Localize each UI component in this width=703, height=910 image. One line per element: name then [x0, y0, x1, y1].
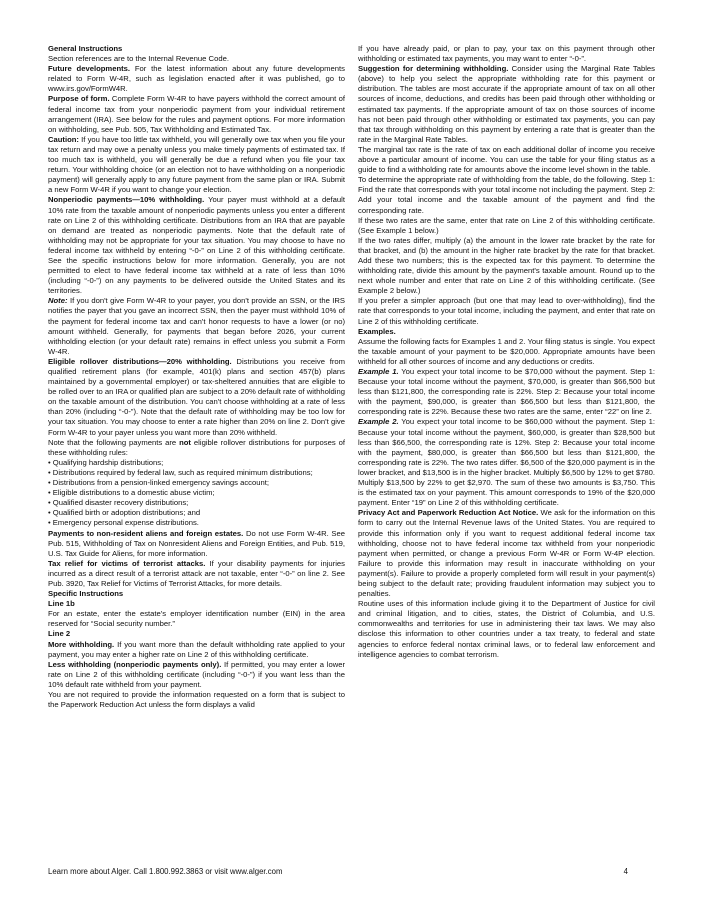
list-item: • Emergency personal expense distributions. — [48, 518, 199, 528]
assume-facts-paragraph: Assume the following facts for Examples 1 and 2. Your filing status is single. You expect the taxable amount of your payment to be $20,000. Appropriate amounts have been withheld for all other sources of income and any deductions or credits. — [358, 336, 655, 366]
caution-paragraph — [48, 135, 345, 196]
section-references: Section references are to the Internal Revenue Code. — [48, 54, 229, 64]
less-withholding-paragraph — [48, 660, 345, 690]
page-footer — [48, 867, 628, 876]
determine-rate-paragraph: To determine the appropriate rate of withholding from the table, do the following. Step 1: Find the rate that corresponds with your total income not including the payment. Step 2: Add your total income and the taxable amount of the payment and find the corresponding rate. — [358, 175, 655, 215]
general-instructions-heading: General Instructions — [48, 44, 123, 53]
line-1b-heading: Line 1b — [48, 599, 75, 609]
list-item: • Distributions required by federal law, such as required minimum distributions; — [48, 467, 313, 477]
already-paid-paragraph: If you have already paid, or plan to pay, your tax on this payment through other withholding or estimated tax payments, you may want to enter “-0-”. — [358, 44, 655, 64]
nonresident-text: Do not use Form W-4R. See Pub. 515, Withholding of Tax on Nonresident Aliens and Foreign Entities, and Pub. 519, U.S. Tax Guide for Aliens, for more information. — [48, 528, 345, 558]
simpler-approach-paragraph: If you prefer a simpler approach (but one that may lead to over-withholding), find the rate that corresponds to your total income, including the payment, and enter that rate on Line 2 of this withholding certificate. — [358, 296, 655, 326]
left-column — [48, 44, 345, 710]
rollover-text: Distributions you receive from qualified retirement plans (for example, 401(k) plans and section 457(b) plans maintained by a governmental employer) or tax-sheltered annuities that are eligible to be rolled over to an IRA or qualified plan are subject to a 20% default rate of withholding on the taxable amount of the distribution. You can't choose withholding at a rate of less than 20% (including “-0-”). Note that the default rate of withholding may be too low for your tax situation. You may choose to enter a rate higher than 20% on line 2. Don't give Form W-4R to your payer unless you want more than 20% withheld. — [48, 356, 345, 437]
purpose-paragraph — [48, 94, 345, 134]
example-1-label: Example 1. — [358, 367, 399, 376]
nonperiodic-label: Nonperiodic payments—10% withholding. — [48, 195, 205, 205]
example-1-text: You expect your total income to be $70,000 without the payment. Step 1: Because your total income without the payment, $70,000, is greater than $66,500 but less than $121,800, the corresponding rate is 22%. Step 2: Because your total income with the payment, $90,000, is greater than $66,500 but less than $121,800, the corresponding rate is 22%. Because these two rates are the same, enter “22” on line 2. — [358, 367, 655, 417]
list-item: • Qualified disaster recovery distributions; — [48, 498, 189, 508]
specific-instructions-heading: Specific Instructions — [48, 589, 124, 599]
list-item: • Qualified birth or adoption distributions; and — [48, 508, 201, 518]
caution-label: Caution: — [48, 134, 79, 144]
not-required-paragraph: You are not required to provide the information requested on a form that is subject to the Paperwork Reduction Act unless the form displays a valid — [48, 690, 345, 710]
note-text: If you don't give Form W-4R to your payer, you don't provide an SSN, or the IRS notifies the payer that you gave an incorrect SSN, then the payer must withhold 10% of the payment for federal income tax and can't honor requests to have a lower (or no) amount withheld. Generally, for payments that began before 2026, your current withholding election (or your default rate) remains in effect unless you submit a Form W-4R. — [48, 296, 345, 356]
future-developments-label: Future developments. — [48, 64, 131, 74]
not-eligible-intro-text-2: eligible rollover distributions for purposes of these withholding rules: — [48, 437, 345, 457]
nonperiodic-text: Your payer must withhold at a default 10% rate from the taxable amount of nonperiodic payments unless you enter a different rate on Line 2 of this withholding certificate. Distributions from an IRA that are payable on demand are treated as nonperiodic payments. Note that the default rate of withholding may not be appropriate for your tax situation. You may choose to have no federal income tax withheld by entering “-0-” on Line 2 of this withholding certificate. See the specific instructions below for more information. Generally, you are not permitted to elect to have federal income tax withheld at a rate of less than 10% (including “-0-”) on any payments to be delivered outside the United States and its territories. — [48, 195, 345, 296]
list-item: • Qualifying hardship distributions; — [48, 457, 164, 467]
future-developments-paragraph — [48, 64, 345, 94]
suggestion-text: Consider using the Marginal Rate Tables (above) to help you select the appropriate withholding rate for this payment or distribution. The tables are most accurate if the appropriate amount of tax on all other sources of income, deductions, and credits has been paid through other withholding or estimated tax payments. If the appropriate amount of tax on those sources of income has not been paid through other withholding or estimated tax payments, you can pay that tax through withholding on this payment by entering a rate that is greater than the rate in the Marginal Rate Tables. — [358, 64, 655, 144]
example-2-label: Example 2. — [358, 417, 399, 427]
more-withholding-label: More withholding. — [48, 639, 115, 649]
terrorist-relief-label: Tax relief for victims of terrorist attacks. — [48, 558, 206, 568]
more-withholding-paragraph — [48, 640, 345, 660]
suggestion-paragraph — [358, 64, 655, 145]
routine-uses-paragraph: Routine uses of this information include giving it to the Department of Justice for civil and criminal litigation, and to cities, states, the District of Columbia, and U.S. commonwealths and territories for use in administering their tax laws. We may also disclose this information to other countries under a tax treaty, to federal and state agencies to enforce federal nontax criminal laws, or to federal law enforcement and intelligence agencies to combat terrorism. — [358, 599, 655, 659]
not-eligible-intro-text: Note that the following payments are — [48, 437, 180, 447]
privacy-act-paragraph — [358, 508, 655, 599]
caution-text: If you have too little tax withheld, you will generally owe tax when you file your tax return and may owe a penalty unless you make timely payments of estimated tax. If too much tax is withheld, you will generally be due a refund when you file your tax return. Your withholding choice (or an election not to have withholding on a nonperiodic payment) will generally apply to any future payment from the same plan or IRA. Submit a new Form W-4R if you want to change your election. — [48, 134, 345, 195]
less-withholding-label: Less withholding (nonperiodic payments only). — [48, 659, 222, 669]
privacy-act-text: We ask for the information on this form to carry out the Internal Revenue laws of the United States. You are required to provide this information only if you want to request additional federal income tax withholding, choose not to have federal income tax withheld from your nonperiodic payment when permitted, or change a previous Form W-4R or Form W-4P election. Failure to provide this information may result in inaccurate withholding on your payment(s). Failure to provide a properly completed form will result in your payment(s) being subject to the default rate; providing fraudulent information may subject you to penalties. — [358, 508, 655, 599]
purpose-text: Complete Form W-4R to have payers withhold the correct amount of federal income tax from your nonperiodic payment from your individual retirement arrangement (IRA). See below for the rules and payment options. For more information on withholding, see Pub. 505, Tax Withholding and Estimated Tax. — [48, 94, 345, 134]
nonresident-paragraph — [48, 529, 345, 559]
suggestion-label: Suggestion for determining withholding. — [358, 64, 509, 74]
more-withholding-text: If you want more than the default withholding rate applied to your payment, you may enter a higher rate on Line 2 of this withholding certificate. — [48, 639, 345, 659]
right-column — [358, 44, 655, 660]
privacy-act-label: Privacy Act and Paperwork Reduction Act Notice. — [358, 508, 539, 518]
line-2-heading: Line 2 — [48, 629, 71, 639]
nonperiodic-paragraph — [48, 195, 345, 296]
not-emphasis: not — [179, 437, 191, 447]
example-1-paragraph — [358, 367, 655, 417]
note-label: Note: — [48, 296, 68, 306]
rollover-label: Eligible rollover distributions—20% withholding. — [48, 356, 232, 366]
rates-differ-paragraph: If the two rates differ, multiply (a) the amount in the lower rate bracket by the rate for that bracket, and (b) the amount in the higher rate bracket by the rate for that bracket. Add these two numbers; this is the expected tax for this payment. To determine the withholding rate, divide this amount by the payment's taxable amount. Round up to the next whole number and enter that rate on Line 2 of this withholding certificate. (See Example 2 below.) — [358, 235, 655, 296]
purpose-label: Purpose of form. — [48, 94, 110, 104]
example-2-paragraph — [358, 417, 655, 508]
marginal-rate-paragraph: The marginal tax rate is the rate of tax on each additional dollar of income you receive above a particular amount of income. You can use the table for your filing status as a guide to find a withholding rate for amounts above the income level shown in the table. — [358, 144, 655, 175]
note-paragraph — [48, 296, 345, 357]
page-number: 4 — [623, 867, 628, 876]
examples-heading: Examples. — [358, 326, 396, 336]
footer-text: Learn more about Alger. Call 1.800.992.3863 or visit www.alger.com — [48, 867, 283, 876]
rollover-paragraph — [48, 357, 345, 438]
list-item: • Eligible distributions to a domestic abuse victim; — [48, 488, 215, 498]
terrorist-relief-paragraph — [48, 559, 345, 589]
line-1b-text: For an estate, enter the estate's employer identification number (EIN) in the area reserved for “Social security number.” — [48, 609, 345, 629]
less-withholding-text: If permitted, you may enter a lower rate on Line 2 of this withholding certificate (including “-0-”) if you want less than the 10% default rate withheld from your payment. — [48, 659, 346, 689]
example-2-text: You expect your total income to be $60,000 without the payment. Step 1: Because your total income without the payment, $60,000, is greater than $28,500 but less than $66,500, the corresponding rate is 12%. Step 2: Because your total income with the payment, $80,000, is greater than $66,500 but less than $121,800, the corresponding rate is 22%. The two rates differ. $6,500 of the $20,000 payment is in the lower bracket, and $13,500 is in the higher bracket. Multiply $6,500 by 12% to get $780. Multiply $13,500 by 22% to get $2,970. The sum of these two amounts is $3,750. This is the estimated tax on your payment. This amount corresponds to 19% of the $20,000 payment. Enter “19” on Line 2 of this withholding certificate. — [358, 417, 655, 508]
list-item: • Distributions from a pension-linked emergency savings account; — [48, 478, 269, 488]
nonresident-label: Payments to non-resident aliens and foreign estates. — [48, 528, 244, 538]
terrorist-relief-text: If your disability payments for injuries incurred as a direct result of a terrorist attack are not taxable, enter “-0-” on line 2. See Pub. 3920, Tax Relief for Victims of Terrorist Attacks, for more details. — [48, 558, 345, 588]
not-eligible-intro — [48, 438, 345, 458]
same-rate-paragraph: If these two rates are the same, enter that rate on Line 2 of this withholding certificate. (See Example 1 below.) — [358, 215, 655, 235]
future-developments-text: For the latest information about any future developments related to Form W-4R, such as legislation enacted after it was published, go to www.irs.gov/FormW4R. — [48, 64, 345, 94]
